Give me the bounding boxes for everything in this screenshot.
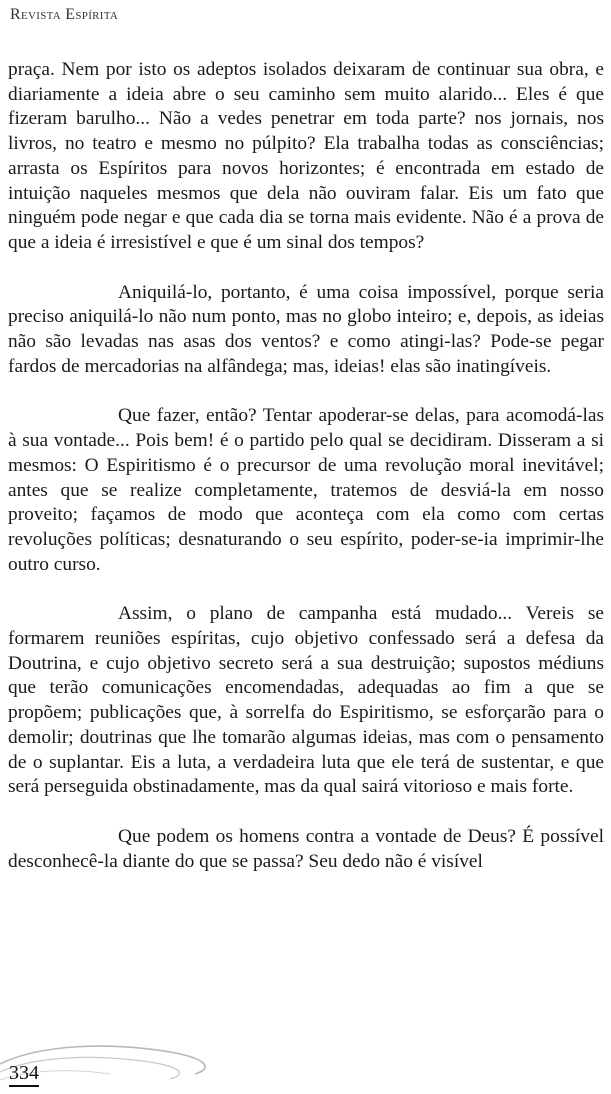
paragraph-1: praça. Nem por isto os adeptos isolados deixaram de continuar sua obra, e diariamente a ideia abre o seu caminho sem muito alarido... Eles é que fizeram barulho... Não a vedes penetrar em toda parte? nos jornais, nos livros, no teatro e mesmo no púlpito? Ela trabalha todas as consciências; arrasta os Espíritos para novos horizontes; é encontrada em estado de intuição naqueles mesmos que dela não ouviram falar. Eis um fato que ninguém pode negar e que cada dia se torna mais evidente. Não é a prova de que a ideia é irresistível e que é um sinal dos tempos? <box>8 59 604 253</box>
paragraph-2: Aniquilá-lo, portanto, é uma coisa impossível, porque seria preciso aniquilá-lo não num ponto, mas no globo inteiro; e, depois, as ideias não são levadas nas asas dos ventos? e como atingi-las? Pode-se pegar fardos de mercadorias na alfândega; mas, ideias! elas são inatingíveis. <box>8 281 604 377</box>
paragraph-5: Que podem os homens contra a vontade de Deus? É possível desconhecê-la diante do que se passa? Seu dedo não é visível <box>8 825 604 872</box>
paragraph-4: Assim, o plano de campanha está mudado... Vereis se formarem reuniões espíritas, cujo objetivo confessado será a defesa da Doutrina, e cujo objetivo secreto será a sua destruição; supostos médiuns que terão comunicações encomendadas, adequadas ao fim a que se propõem; publicações que, à sorrelfa do Espiritismo, se esforçarão para o demolir; doutrinas que lhe tomarão algumas ideias, mas com o pensamento de o suplantar. Eis a luta, a verdadeira luta que ele terá de sustentar, e que será perseguida obstinadamente, mas da qual sairá vitorioso e mais forte. <box>8 603 604 798</box>
paragraph-3: Que fazer, então? Tentar apoderar-se delas, para acomodá-las à sua vontade... Pois bem! é o partido pelo qual se decidiram. Disseram a si mesmos: O Espiritismo é o precursor de uma revolução moral inevitável; antes que se realize completamente, tratemos de desviá-la em nosso proveito; façamos de modo que aconteça com ela como com certas revoluções políticas; desnaturando o seu espírito, poder-se-ia imprimir-lhe outro curso. <box>8 405 604 575</box>
running-header: Revista Espírita <box>10 6 119 23</box>
page-body <box>8 58 604 899</box>
page-number: 334 <box>9 1062 39 1087</box>
